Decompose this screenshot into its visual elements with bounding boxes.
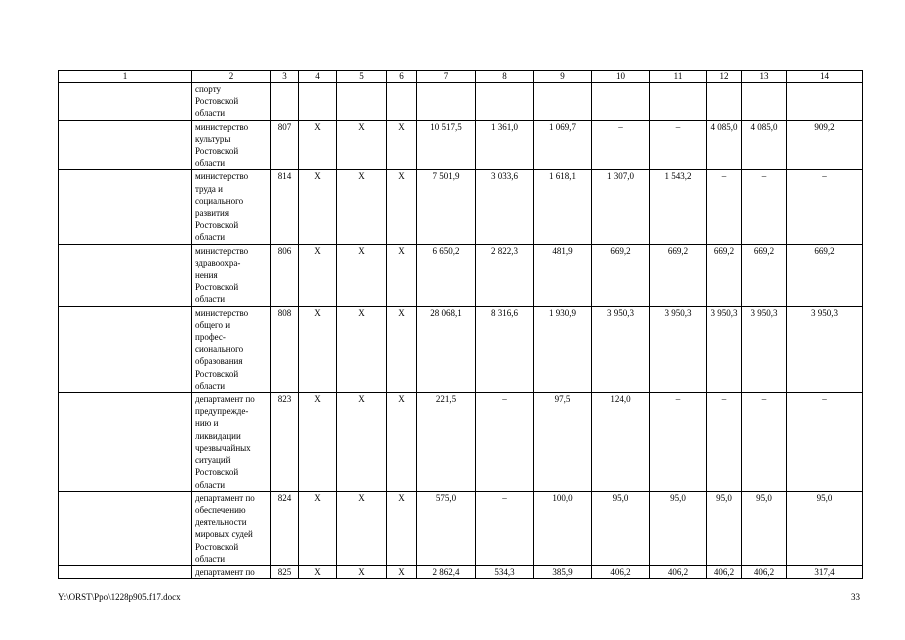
agency-name-line: социального [195,195,244,206]
value-cell-col3: 807 [271,120,299,170]
value-cell-col4: Х [299,491,337,565]
agency-name-line: ситуаций [195,455,231,466]
value-cell-col3: 823 [271,393,299,492]
value-cell-col14: 669,2 [787,244,863,306]
table-row [59,244,863,306]
agency-name-line: министерство [195,171,249,182]
value-cell-col13: – [742,393,787,492]
agency-name-line: здравоохра- [195,257,241,268]
table-header-row [59,71,863,83]
value-cell-col3: 808 [271,306,299,392]
value-cell-col10: – [592,120,650,170]
value-cell-col11: – [650,120,707,170]
value-cell-col14: 3 950,3 [787,306,863,392]
column-header-1: 1 [59,71,192,83]
value-cell-col8: 8 316,6 [476,306,534,392]
value-cell-col11: 1 543,2 [650,170,707,244]
value-cell-col13: 669,2 [742,244,787,306]
column-header-8: 8 [476,71,534,83]
agency-name-cell [192,120,271,170]
value-cell-col3: 806 [271,244,299,306]
value-cell-col10: 124,0 [592,393,650,492]
value-cell-col11: 3 950,3 [650,306,707,392]
value-cell-col9 [534,83,592,121]
agency-name-line: Ростовской [195,368,239,379]
value-cell-col13: 406,2 [742,565,787,578]
row-empty-cell [59,83,192,121]
value-cell-col14: – [787,170,863,244]
value-cell-col5: Х [337,244,387,306]
column-header-6: 6 [387,71,417,83]
column-header-10: 10 [592,71,650,83]
value-cell-col4: Х [299,170,337,244]
agency-name-line: развития [195,208,230,219]
row-empty-cell [59,565,192,578]
value-cell-col4: Х [299,393,337,492]
row-empty-cell [59,170,192,244]
value-cell-col8 [476,83,534,121]
value-cell-col14: 909,2 [787,120,863,170]
row-empty-cell [59,244,192,306]
value-cell-col10: 95,0 [592,491,650,565]
value-cell-col12: – [707,170,742,244]
agency-name-line: области [195,553,226,564]
value-cell-col6: Х [387,565,417,578]
agency-name-cell [192,170,271,244]
agency-name-line: деятельности [195,517,247,528]
value-cell-col11 [650,83,707,121]
agency-name-cell [192,491,271,565]
table-row [59,565,863,578]
value-cell-col9: 1 069,7 [534,120,592,170]
value-cell-col6: Х [387,170,417,244]
agency-name-line: общего и [195,319,231,330]
value-cell-col3: 824 [271,491,299,565]
footer-page-number: 33 [851,592,860,602]
value-cell-col8: 534,3 [476,565,534,578]
value-cell-col5: Х [337,170,387,244]
column-header-9: 9 [534,71,592,83]
agency-name-line: области [195,158,226,169]
table-row [59,83,863,121]
agency-name-line: области [195,479,226,490]
value-cell-col6: Х [387,306,417,392]
value-cell-col4 [299,83,337,121]
agency-name-line: департамент по [195,492,255,503]
value-cell-col9: 1 930,9 [534,306,592,392]
value-cell-col3: 825 [271,565,299,578]
agency-name-line: Ростовской [195,467,239,478]
table-row [59,306,863,392]
value-cell-col6: Х [387,120,417,170]
agency-name-cell [192,393,271,492]
value-cell-col8: – [476,393,534,492]
column-header-11: 11 [650,71,707,83]
agency-name-cell [192,306,271,392]
value-cell-col3 [271,83,299,121]
agency-name-line: области [195,380,226,391]
value-cell-col13: 4 085,0 [742,120,787,170]
agency-name-line: Ростовской [195,146,239,157]
value-cell-col9: 385,9 [534,565,592,578]
agency-name-line: предупрежде- [195,406,249,417]
budget-table [58,70,863,579]
row-empty-cell [59,306,192,392]
value-cell-col14: 317,4 [787,565,863,578]
value-cell-col13 [742,83,787,121]
row-empty-cell [59,491,192,565]
value-cell-col12: 669,2 [707,244,742,306]
value-cell-col4: Х [299,306,337,392]
table-body [59,71,863,579]
value-cell-col10 [592,83,650,121]
value-cell-col12: 95,0 [707,491,742,565]
value-cell-col7 [417,83,476,121]
agency-name-cell [192,244,271,306]
row-empty-cell [59,120,192,170]
value-cell-col8: 3 033,6 [476,170,534,244]
agency-name-line: области [195,294,226,305]
value-cell-col10: 669,2 [592,244,650,306]
value-cell-col7: 7 501,9 [417,170,476,244]
value-cell-col9: 481,9 [534,244,592,306]
value-cell-col12: 3 950,3 [707,306,742,392]
agency-name-line: образования [195,356,243,367]
agency-name-line: сионального [195,344,244,355]
column-header-2: 2 [192,71,271,83]
value-cell-col9: 97,5 [534,393,592,492]
value-cell-col6: Х [387,244,417,306]
value-cell-col10: 1 307,0 [592,170,650,244]
agency-name-line: культуры [195,133,231,144]
agency-name-line: нию и [195,418,219,429]
value-cell-col11: 406,2 [650,565,707,578]
column-header-3: 3 [271,71,299,83]
value-cell-col11: 95,0 [650,491,707,565]
column-header-5: 5 [337,71,387,83]
column-header-13: 13 [742,71,787,83]
value-cell-col9: 1 618,1 [534,170,592,244]
footer-file-path: Y:\ORST\Ppo\1228p905.f17.docx [58,592,181,602]
value-cell-col8: 1 361,0 [476,120,534,170]
column-header-4: 4 [299,71,337,83]
agency-name-line: Ростовской [195,96,239,107]
agency-name-line: ликвидации [195,430,241,441]
agency-name-line: министерство [195,307,249,318]
table-row [59,170,863,244]
value-cell-col4: Х [299,565,337,578]
value-cell-col7: 575,0 [417,491,476,565]
agency-name-line: министерство [195,121,249,132]
value-cell-col13: – [742,170,787,244]
value-cell-col4: Х [299,120,337,170]
agency-name-line: профес- [195,332,226,343]
value-cell-col8: – [476,491,534,565]
value-cell-col7: 28 068,1 [417,306,476,392]
column-header-12: 12 [707,71,742,83]
agency-name-line: чрезвычайных [195,442,251,453]
agency-name-line: спорту [195,84,222,94]
value-cell-col5: Х [337,565,387,578]
agency-name-line: департамент по [195,394,255,405]
agency-name-line: труда и [195,183,223,194]
value-cell-col12: – [707,393,742,492]
table-row [59,491,863,565]
value-cell-col5: Х [337,393,387,492]
value-cell-col5: Х [337,491,387,565]
agency-name-line: области [195,232,226,243]
value-cell-col10: 406,2 [592,565,650,578]
value-cell-col8: 2 822,3 [476,244,534,306]
agency-name-line: Ростовской [195,541,239,552]
value-cell-col5 [337,83,387,121]
value-cell-col12: 406,2 [707,565,742,578]
agency-name-cell [192,565,271,578]
agency-name-line: нения [195,270,218,281]
value-cell-col7: 10 517,5 [417,120,476,170]
value-cell-col14: 95,0 [787,491,863,565]
agency-name-line: департамент по [195,566,255,577]
row-empty-cell [59,393,192,492]
value-cell-col13: 95,0 [742,491,787,565]
table-row [59,120,863,170]
value-cell-col11: 669,2 [650,244,707,306]
value-cell-col14 [787,83,863,121]
value-cell-col7: 2 862,4 [417,565,476,578]
agency-name-line: обеспечению [195,504,246,515]
agency-name-line: министерство [195,245,249,256]
agency-name-line: Ростовской [195,282,239,293]
value-cell-col6: Х [387,393,417,492]
agency-name-line: мировых судей [195,529,253,540]
value-cell-col5: Х [337,306,387,392]
value-cell-col3: 814 [271,170,299,244]
agency-name-line: Ростовской [195,220,239,231]
value-cell-col12: 4 085,0 [707,120,742,170]
value-cell-col11: – [650,393,707,492]
value-cell-col10: 3 950,3 [592,306,650,392]
column-header-14: 14 [787,71,863,83]
value-cell-col12 [707,83,742,121]
agency-name-line: области [195,108,226,119]
value-cell-col9: 100,0 [534,491,592,565]
value-cell-col7: 6 650,2 [417,244,476,306]
value-cell-col14: – [787,393,863,492]
value-cell-col6: Х [387,491,417,565]
column-header-7: 7 [417,71,476,83]
table-row [59,393,863,492]
value-cell-col7: 221,5 [417,393,476,492]
value-cell-col13: 3 950,3 [742,306,787,392]
value-cell-col6 [387,83,417,121]
value-cell-col4: Х [299,244,337,306]
value-cell-col5: Х [337,120,387,170]
agency-name-cell [192,83,271,121]
